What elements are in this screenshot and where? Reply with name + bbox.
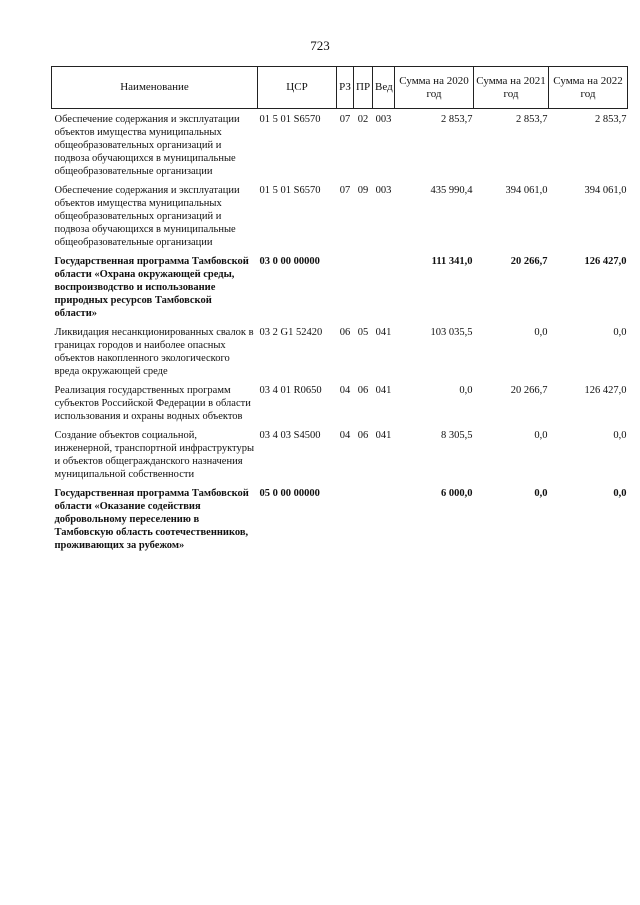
row-csr: 03 2 G1 52420 xyxy=(259,327,323,338)
row-ved xyxy=(373,255,395,326)
header-name: Наименование xyxy=(52,67,258,109)
row-ved xyxy=(373,487,395,558)
row-sum-2022: 394 061,0 xyxy=(584,185,627,196)
row-sum-2020: 111 341,0 xyxy=(431,256,473,267)
header-ved: Вед xyxy=(373,67,395,109)
header-sum-2021: Сумма на 2021 год xyxy=(474,67,549,109)
row-sum-2022: 0,0 xyxy=(613,488,627,499)
row-sum-2022: 0,0 xyxy=(613,430,627,441)
row-rz: 04 xyxy=(339,385,351,396)
row-sum-2022: 2 853,7 xyxy=(595,114,627,125)
row-sum-2022: 0,0 xyxy=(613,327,627,338)
table-body xyxy=(52,109,628,559)
row-csr: 03 0 00 00000 xyxy=(259,256,320,267)
row-sum-2021: 0,0 xyxy=(534,488,548,499)
row-rz: 04 xyxy=(339,430,351,441)
row-pr xyxy=(354,255,373,326)
row-csr: 05 0 00 00000 xyxy=(259,488,320,499)
row-name: Государственная программа Тамбовской области «Охрана окружающей среды, воспроизводство и использование природных ресурсов Тамбовской области» xyxy=(54,256,249,319)
row-sum-2021: 20 266,7 xyxy=(510,385,548,396)
row-sum-2021: 2 853,7 xyxy=(516,114,548,125)
row-sum-2021: 0,0 xyxy=(534,430,548,441)
row-ved: 003 xyxy=(375,114,392,125)
row-pr: 06 xyxy=(357,430,369,441)
row-sum-2020: 103 035,5 xyxy=(430,327,473,338)
header-pr: ПР xyxy=(354,67,373,109)
row-sum-2021: 394 061,0 xyxy=(505,185,548,196)
row-pr: 05 xyxy=(357,327,369,338)
budget-table xyxy=(51,66,628,558)
row-name: Государственная программа Тамбовской области «Оказание содействия добровольному переселению в Тамбовскую область соотечественников, проживающих за рубежом» xyxy=(54,488,249,551)
row-pr: 09 xyxy=(357,185,369,196)
row-sum-2022: 126 427,0 xyxy=(584,385,627,396)
row-rz: 07 xyxy=(339,185,351,196)
row-csr: 03 4 03 S4500 xyxy=(259,430,321,441)
row-rz: 06 xyxy=(339,327,351,338)
row-pr xyxy=(354,487,373,558)
table-row xyxy=(52,109,628,185)
row-name: Создание объектов социальной, инженерной, транспортной инфраструктуры и объектов общегражданского назначения муниципальной собственности xyxy=(54,430,255,480)
row-sum-2020: 6 000,0 xyxy=(441,488,473,499)
header-csr: ЦСР xyxy=(258,67,337,109)
header-sum-2020: Сумма на 2020 год xyxy=(395,67,474,109)
row-csr: 01 5 01 S6570 xyxy=(259,114,321,125)
table-row xyxy=(52,184,628,255)
table-row xyxy=(52,326,628,384)
header-rz: РЗ xyxy=(337,67,354,109)
row-sum-2022: 126 427,0 xyxy=(584,256,627,267)
table-row xyxy=(52,384,628,429)
table-row xyxy=(52,487,628,558)
row-sum-2021: 20 266,7 xyxy=(510,256,548,267)
page-number: 723 xyxy=(310,38,330,53)
row-name: Ликвидация несанкционированных свалок в границах городов и наиболее опасных объектов накопленного экологического вреда окружающей среде xyxy=(54,327,254,377)
row-csr: 03 4 01 R0650 xyxy=(259,385,322,396)
row-ved: 041 xyxy=(375,430,392,441)
row-rz xyxy=(337,255,354,326)
row-ved: 003 xyxy=(375,185,392,196)
row-csr: 01 5 01 S6570 xyxy=(259,185,321,196)
row-pr: 06 xyxy=(357,385,369,396)
header-sum-2022: Сумма на 2022 год xyxy=(549,67,628,109)
row-rz xyxy=(337,487,354,558)
row-rz: 07 xyxy=(339,114,351,125)
row-sum-2020: 2 853,7 xyxy=(441,114,473,125)
table-header-row xyxy=(52,67,628,109)
table-row xyxy=(52,255,628,326)
row-sum-2020: 8 305,5 xyxy=(441,430,473,441)
row-name: Обеспечение содержания и эксплуатации объектов имущества муниципальных общеобразовательных организаций и подвоза обучающихся в муниципальные общеобразовательные организации xyxy=(54,114,240,177)
row-pr: 02 xyxy=(357,114,369,125)
row-sum-2020: 0,0 xyxy=(459,385,473,396)
table-row xyxy=(52,429,628,487)
row-sum-2020: 435 990,4 xyxy=(430,185,473,196)
row-sum-2021: 0,0 xyxy=(534,327,548,338)
row-ved: 041 xyxy=(375,327,392,338)
row-name: Обеспечение содержания и эксплуатации объектов имущества муниципальных общеобразовательных организаций и подвоза обучающихся в муниципальные общеобразовательные организации xyxy=(54,185,240,248)
row-ved: 041 xyxy=(375,385,392,396)
row-name: Реализация государственных программ субъектов Российской Федерации в области использования и охраны водных объектов xyxy=(54,385,251,422)
